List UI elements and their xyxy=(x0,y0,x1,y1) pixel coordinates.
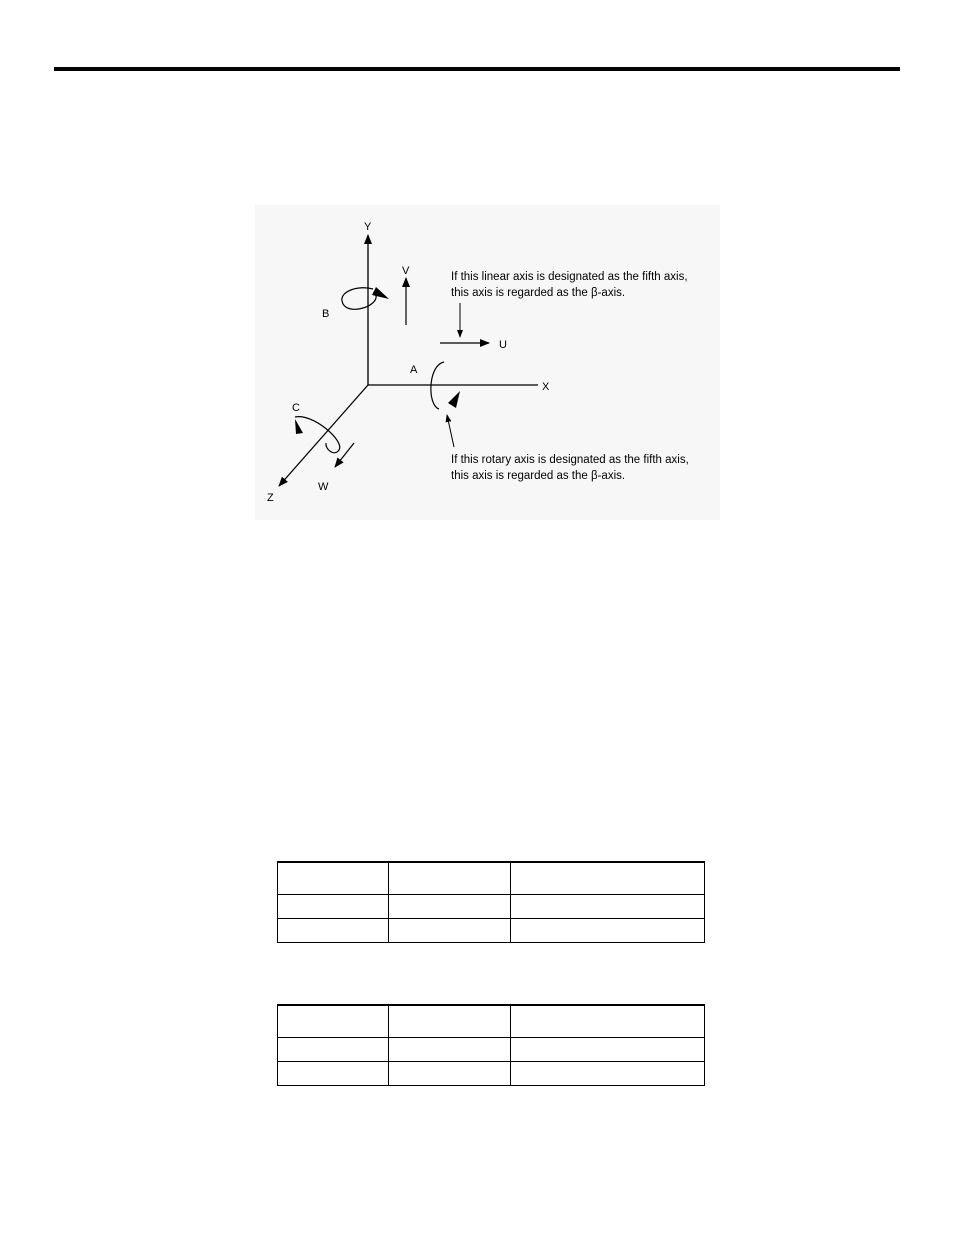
z-axis-line xyxy=(279,385,368,486)
table-cell xyxy=(511,862,705,895)
b-axis-label: B xyxy=(322,308,330,320)
table-row xyxy=(278,862,705,895)
table-cell xyxy=(511,919,705,943)
table-row xyxy=(278,1038,705,1062)
z-axis-label: Z xyxy=(267,492,274,504)
table-cell xyxy=(511,1038,705,1062)
table-cell xyxy=(278,919,389,943)
table-cell xyxy=(389,1062,511,1086)
table-row xyxy=(278,1062,705,1086)
table-cell xyxy=(511,895,705,919)
v-axis-label: V xyxy=(402,265,410,277)
linear-note-line-2: this axis is regarded as the β-axis. xyxy=(451,287,626,299)
w-axis-label: W xyxy=(318,481,329,493)
table-cell xyxy=(511,1062,705,1086)
c-rotation-curve xyxy=(295,417,340,453)
table-cell xyxy=(511,1005,705,1038)
table-cell xyxy=(278,862,389,895)
table-cell xyxy=(389,862,511,895)
b-rotation-arrowhead xyxy=(372,287,389,299)
axis-diagram xyxy=(255,205,720,520)
y-axis-label: Y xyxy=(364,221,372,233)
b-rotation-curve xyxy=(342,288,376,310)
w-axis-arrow xyxy=(335,443,354,467)
a-rotation-arrowhead xyxy=(448,391,460,408)
table-cell xyxy=(278,1062,389,1086)
a-axis-label: A xyxy=(410,364,418,376)
rotary-note-leader xyxy=(447,415,454,447)
top-rule xyxy=(54,67,900,71)
table-cell xyxy=(389,1005,511,1038)
table-cell xyxy=(389,1038,511,1062)
u-axis-label: U xyxy=(499,339,507,351)
rotary-note-line-1: If this rotary axis is designated as the fifth axis, xyxy=(451,454,689,466)
table-row xyxy=(278,919,705,943)
c-axis-label: C xyxy=(292,402,300,414)
rotary-note-line-2: this axis is regarded as the β-axis. xyxy=(451,470,626,482)
table-row xyxy=(278,895,705,919)
x-axis-label: X xyxy=(542,381,550,393)
parameter-table-1 xyxy=(277,861,705,943)
table-cell xyxy=(278,1005,389,1038)
table-cell xyxy=(389,895,511,919)
table-cell xyxy=(278,895,389,919)
table-row xyxy=(278,1005,705,1038)
table-cell xyxy=(278,1038,389,1062)
axis-diagram-svg xyxy=(255,205,720,520)
c-rotation-arrowhead xyxy=(295,419,303,434)
table-cell xyxy=(389,919,511,943)
parameter-table-2 xyxy=(277,1004,705,1086)
linear-note-line-1: If this linear axis is designated as the fifth axis, xyxy=(451,271,688,283)
